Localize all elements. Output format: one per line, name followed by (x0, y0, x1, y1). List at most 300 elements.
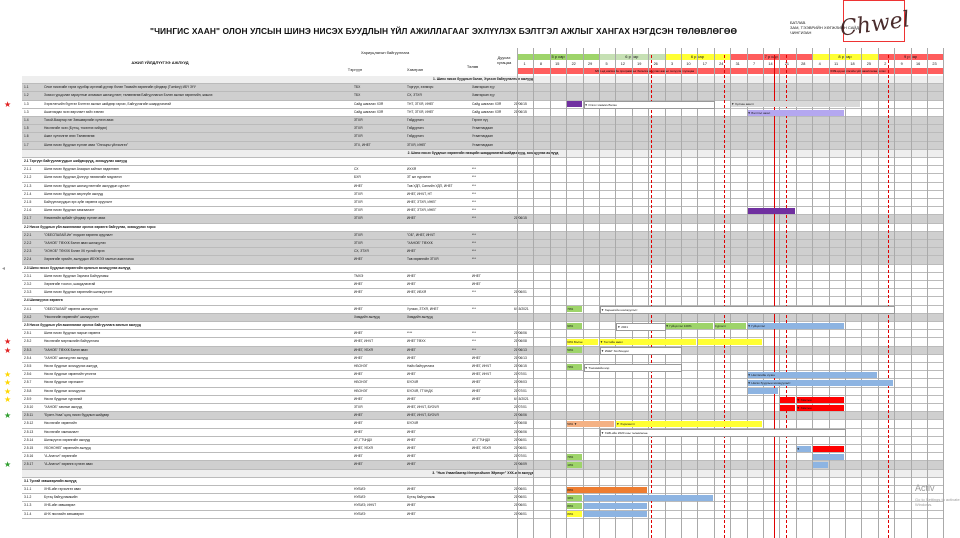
cell-part: Гэйдуртагч (407, 126, 424, 131)
cell-no: 1.1 (24, 85, 29, 90)
priority-star-icon: ★ (4, 337, 12, 347)
section-title: 2.3 Шинэ нисэх буудлын хөрөнгийн орлогын зохицуулах ажлууд (24, 265, 131, 270)
cell-lead: ЗТХЯ (354, 200, 363, 204)
grid-line (927, 48, 928, 538)
cell-status: Хамтарсан хүү (472, 85, 495, 90)
cell-part: ИНЕГ, ИБХЯ (407, 290, 427, 295)
cell-lead: НУБИЭ (354, 495, 366, 500)
cell-part: ИНЕГ (407, 503, 416, 508)
cell-no: 2.5.3 (24, 347, 32, 352)
cell-date: 21/06/06 (514, 413, 527, 418)
task-row (22, 232, 944, 240)
task-row (22, 347, 944, 355)
cell-date: 21/06/01 (514, 290, 527, 295)
task-row (22, 199, 944, 207)
cell-no: 1.2 (24, 93, 29, 98)
cell-lead: Сайд шагалах ХЗЯ (354, 109, 384, 114)
cell-status: *** (472, 339, 476, 344)
cell-text: Хөрөнгийн тоолох, шаардлагатай (44, 282, 96, 286)
cell-no: 2.4.2 (24, 314, 32, 319)
cell-lead: НУБИЭ, ИНЧТ (354, 503, 377, 508)
grid-line (861, 48, 862, 538)
gantt-bar: 80% (567, 503, 581, 509)
week-label: 21 (784, 62, 789, 66)
gantt-bar: ▼ Гүйцэтгэл (748, 323, 844, 329)
watermark-title: Activ (915, 483, 935, 493)
cell-part: ИНЕГ (407, 487, 416, 491)
grid-line (714, 48, 715, 538)
cell-part: ЗТХЯ, ИНЕГ (407, 142, 427, 147)
task-row (22, 92, 944, 100)
priority-star-icon: ★ (4, 370, 12, 380)
cell-no: 2.1.2 (24, 175, 32, 180)
gantt-bar (567, 101, 581, 107)
grid-line (730, 48, 731, 538)
cell-lead: БХЯ (354, 175, 361, 180)
cell-no: 2.5.8 (24, 388, 32, 393)
cell-lead: ТБХ (354, 93, 361, 98)
gantt-bar: 70% (567, 364, 581, 370)
cell-lead: ИНЕГ (354, 257, 363, 262)
gantt-bar: 50% (567, 347, 581, 353)
cell-lead: ЗТХЯ (354, 126, 363, 131)
cell-part: Гэйдуртагч (407, 134, 424, 139)
cell-part: ИНЕГ ТӨХХ (407, 339, 426, 344)
milestone-line (651, 55, 652, 538)
cell-part: ИНЕГ (407, 511, 416, 516)
header-status: Төлөв (466, 64, 479, 69)
cell-part: Тав УДП, Сангийн УДП, ИНЕГ (407, 183, 453, 188)
cell-no: 2.2.2 (24, 241, 32, 245)
cell-no: 2.5.5 (24, 364, 32, 368)
cell-text: Шинэ нисэх буудлын шилжүүлэлтийн ажлуудын сургалт (44, 183, 130, 188)
cell-no: 1.7 (24, 142, 29, 147)
gantt-bar: 70% (567, 454, 581, 460)
cell-status: *** (472, 208, 476, 213)
cell-status: *** (472, 232, 476, 237)
cell-lead: НУБИЭ (354, 487, 366, 491)
gantt-bar (748, 388, 779, 394)
cell-part: БУОЧЯ (407, 421, 419, 426)
task-row (22, 133, 944, 141)
grid-line (894, 48, 895, 538)
week-label: 28 (801, 62, 806, 66)
cell-status: ИНЕГ, ИНЧТ (472, 364, 492, 368)
cell-status: ИНЕГ (472, 282, 481, 286)
month-label: 6 р сар (599, 54, 665, 60)
cell-status: ИНЕГ (472, 355, 481, 360)
cell-date: 6/15/2021 (514, 306, 529, 311)
cell-part: "ХАНОБ" ТӨХХК (407, 241, 433, 245)
cell-lead: ИНЕГ (354, 290, 363, 295)
week-label: 26 (653, 62, 658, 66)
cell-status: *** (472, 216, 476, 221)
gantt-bar: 30% (567, 495, 581, 501)
cell-no: 2.1.4 (24, 191, 32, 196)
cell-part: ИНЕГ (407, 249, 416, 254)
task-row (22, 314, 944, 322)
cell-part: ИНЕГ, ЗТХЯ, ИНЕГ (407, 208, 437, 213)
gantt-bar: ▼ Тестийн ажил (600, 339, 696, 345)
cell-lead: СХ (354, 167, 359, 172)
cell-status: ИНЕГ, УБХЯ (472, 446, 491, 450)
cell-text: "ХАНОБ" шилжүүлэх ажлууд (44, 355, 88, 360)
cell-no: 1.4 (24, 118, 29, 122)
cell-status: *** (472, 249, 476, 254)
cell-lead: НУБИЭ (354, 511, 366, 516)
scroll-marker[interactable]: ◂ (2, 266, 6, 272)
section-row (22, 224, 944, 232)
cell-text: Тохой-Ваартар нэг Зөвшөөрлийн хүлээн авах (44, 118, 114, 122)
cell-status: *** (472, 167, 476, 172)
cell-lead: АТ, ГТЧНДХ (354, 437, 373, 442)
task-row (22, 355, 944, 363)
cell-lead: ИНЕГ, УБХЯ (354, 347, 373, 352)
section-title: 1. Шинэ нисэх буудлын бэлэн, Хүлээн байгуулалтын ажлууд (433, 77, 533, 81)
priority-star-icon: ★ (4, 394, 12, 404)
cell-no: 2.5.2 (24, 339, 32, 344)
section-row (22, 158, 944, 166)
cell-text: Нэмэлтийн арбайт үйлдвэр хүлээн авах (44, 216, 106, 221)
cell-part: Тэргүүн, хэлмэрч (407, 85, 434, 90)
cell-no: 2.5.15 (24, 446, 34, 450)
month-label: 6 р сар (665, 54, 731, 60)
cell-text: Ашиглагдах эсэх өөрчлөлт хийх хэвлэх (44, 109, 104, 114)
section-row (22, 470, 944, 478)
priority-star-icon: ★ (4, 99, 12, 109)
cell-lead: ИНЕГ (354, 282, 363, 286)
task-row (22, 256, 944, 264)
task-row (22, 461, 944, 469)
header-responsible: Хариуцлагын байгууллага (360, 50, 410, 55)
week-label: 4 (818, 62, 821, 66)
approval-line-1: БАТЛАВ. (790, 20, 807, 25)
section-row (22, 297, 944, 305)
cell-status: *** (472, 191, 476, 196)
gantt-bar: Сургалт (715, 323, 746, 329)
gantt-bar: ▼ 2021 (616, 323, 665, 331)
cell-no: 2.1.7 (24, 216, 32, 221)
week-label: 8 (539, 62, 542, 66)
cell-text: Шинэ нисэх буудлын хамгаалалт (44, 208, 95, 213)
week-label: 18 (850, 62, 855, 66)
cell-part: ИНЕГ (407, 282, 416, 286)
cell-lead: ЗТХЯ (354, 241, 363, 245)
cell-part: БУОЧЯ, ГТЧНДХ (407, 388, 433, 393)
cell-text: Хэрэглэгчийн бүртгэл Бэлтгэл ажлын шийдвэр гаргах, Байгуулагийн шаардлагатай (44, 101, 171, 106)
cell-status: *** (472, 306, 476, 311)
gantt-bar (780, 405, 794, 411)
cell-no: 2.5.14 (24, 437, 34, 442)
grid-line (911, 48, 912, 538)
gantt-bar (780, 397, 794, 403)
week-label: 31 (735, 62, 740, 66)
week-label: 3 (671, 62, 674, 66)
cell-part: ИНЕГ (407, 462, 416, 467)
cell-no: 2.5.4 (24, 355, 32, 360)
cell-text: Шинэ нисэх буудлын газрын хөрөнгө (44, 331, 101, 336)
cell-text: Нисэх буудлын зохицуулах ажлууд (44, 364, 98, 368)
cell-date: 21/06/15 (514, 216, 527, 221)
cell-date: 21/06/13 (514, 347, 527, 352)
task-row (22, 273, 944, 281)
week-label: 29 (587, 62, 593, 66)
cell-no: 1.5 (24, 126, 29, 131)
cell-no: 2.1.1 (24, 167, 32, 172)
cell-no: 3.1.2 (24, 495, 32, 500)
task-row (22, 281, 944, 289)
cell-lead: ИНЕГ (354, 396, 363, 401)
week-label: 15 (555, 62, 560, 66)
gantt-bar: ▼ Хамтын (797, 397, 844, 403)
grid-line (681, 48, 682, 538)
task-row (22, 183, 944, 191)
cell-text: Нисэх буудлын хүрээний (44, 396, 83, 401)
milestone-line (888, 55, 889, 538)
gantt-bar: ▼ Хүлээн авалт (731, 101, 860, 107)
cell-no: 2.2.3 (24, 249, 32, 254)
header-lead: Тэргүүн (347, 67, 363, 72)
cell-status: *** (472, 200, 476, 204)
cell-status: *** (472, 241, 476, 245)
section-title: 3. "Нью Улаанбаатар Интернэйшнл Эйрпорт" ХХК-ийн ажлууд (432, 470, 534, 475)
cell-lead: НБОНЭГ (354, 380, 368, 385)
cell-no: 2.5.12 (24, 421, 34, 426)
signature: Chwel (838, 7, 912, 42)
grid-line (829, 48, 830, 538)
gantt-bar: 80% (567, 487, 647, 493)
cell-lead: ИНЕГ (354, 421, 363, 426)
priority-star-icon: ★ (4, 345, 12, 355)
grid-line (763, 48, 764, 538)
cell-no: 2.5.11 (24, 413, 33, 418)
cell-date: 21/06/13 (514, 355, 527, 360)
cell-date: 21/06/15 (514, 109, 527, 114)
cell-part: ИНЕГ, ЗТХЯ, ИНЕГ (407, 200, 437, 204)
cell-date: 21/06/08 (514, 339, 527, 344)
cell-no: 2.1.3 (24, 183, 32, 188)
cell-no: 1.3 (24, 101, 29, 106)
cell-text: "ХАНОБ" ТӨХХК Бэлэн авах (44, 347, 88, 352)
week-label: 7 (753, 62, 756, 66)
cell-part: Тав хөрөнгийн ЗТХЯ (407, 257, 439, 262)
week-label: 12 (620, 62, 625, 66)
cell-part: ИНЕГ, ИНЧТ, НТ (407, 191, 432, 196)
task-row (22, 248, 944, 256)
task-row (22, 388, 944, 396)
cell-no: 2.4.1 (24, 306, 32, 311)
section-title: 2.4 Шилжүүлэх хөрөнгө (24, 298, 63, 303)
cell-part: ИНЕГ (407, 437, 416, 442)
cell-status: АТ, ГТЧНДХ (472, 437, 491, 442)
cell-status: *** (472, 347, 476, 352)
cell-text: "Буянт-Ухаа" цогц нисэх буудлын шийдвэр (44, 413, 110, 418)
cell-date: 6/15/2021 (514, 396, 529, 401)
cell-date: 21/06/09 (514, 462, 527, 467)
month-label: 9 р сар (878, 54, 944, 60)
priority-star-icon: ★ (4, 378, 12, 388)
cell-no: 1.6 (24, 134, 29, 139)
cell-no: 3.1.4 (24, 511, 32, 516)
grid-line (665, 48, 666, 538)
cell-status: Сайд шагалах ХЗЯ (472, 109, 502, 114)
header-activity: АЖИЛ ҮЙЛДЛҮҮГЭЭ АЖЛУУД (131, 60, 189, 65)
cell-lead: ЗТХЯ (354, 118, 363, 122)
week-label: 5 (605, 62, 608, 66)
cell-part: ИНЕГ (407, 216, 416, 221)
cell-lead: ИНЕГ (354, 331, 363, 336)
cell-text: "А-Анатол" хөрөнгө хүлээн авах (44, 462, 93, 467)
cell-text: "ХАНОБ" хамтын ажлууд (44, 405, 83, 409)
cell-date: 21/06/01 (514, 487, 527, 491)
cell-part: СХ, ЗТХЯ (407, 93, 422, 98)
cell-no: 2.5.16 (24, 454, 34, 459)
task-row (22, 166, 944, 174)
cell-text: Олон нисэхийн гэрээ хуулбар иргэний дүгээр бэлэн Төсвийн хөрөнгийн үйлдвэр (Turnkey) ИБҮ ЗҮУ (44, 85, 196, 90)
week-label: 9 (900, 62, 903, 66)
cell-lead: ИНЕГ, УБХЯ (354, 446, 373, 450)
task-row (22, 240, 944, 248)
gantt-bar (584, 511, 648, 517)
cell-lead: ИНЕГ (354, 413, 363, 418)
gantt-bar (584, 503, 648, 509)
gantt-bar: ▼ Нислэгийн хүчин (748, 372, 877, 378)
cell-date: 21/06/15 (514, 101, 527, 106)
cell-part: ИНЕГ (407, 347, 416, 352)
grid-line (533, 48, 534, 538)
cell-date: 21/06/06 (514, 331, 527, 336)
gantt-bar: 70% (567, 306, 581, 312)
cell-status: ИНЕГ (472, 396, 481, 401)
task-row (22, 215, 944, 223)
task-row (22, 330, 944, 338)
cell-text: Шинэ нисэх буудлын хөрөнгийн шилжүүлэлт (44, 290, 113, 295)
cell-text: "ХОНОБ" ТӨХХК Бэлэн ХК тусгай гэрээ (44, 249, 105, 254)
cell-date: 21/07/01 (514, 454, 527, 459)
cell-status: ИНЕГ (472, 388, 481, 393)
task-row (22, 174, 944, 182)
cell-lead: ЗТХЯ (354, 405, 363, 409)
gantt-bar (813, 454, 844, 460)
cell-text: Байгууллагуудын эрх зүйн хөрөнгө оруулалт (44, 200, 113, 204)
cell-text: Шилжүүлэх хөрөнгийн ажлууд (44, 437, 91, 442)
cell-status: Утаатнагдаан (472, 142, 493, 147)
task-row (22, 191, 944, 199)
cell-part: ИНЕГ (407, 454, 416, 459)
cell-part: Гэйдуртагч (407, 118, 424, 122)
cell-lead: ИНЕГ (354, 429, 363, 434)
gantt-bar: 80% (567, 511, 581, 517)
cell-date: 21/06/01 (514, 437, 527, 442)
cell-lead: ИНЕГ (354, 183, 363, 188)
cell-no: 2.5.10 (24, 405, 34, 409)
cell-text: АНХ нисэхийн зөвшөөрөл (44, 511, 84, 516)
cell-no: 2.3.2 (24, 282, 32, 286)
week-label: 16 (915, 62, 921, 66)
cell-part: Уулзах, ЗТХЯ, ИНЕГ (407, 306, 439, 311)
gantt-bar: ▼ Хэрэгжилт (616, 421, 762, 427)
cell-date: 21/09/03 (514, 380, 527, 385)
cell-status: ИНЕГ (472, 380, 481, 385)
cell-lead: ТБХ (354, 85, 361, 90)
cell-part: "ОБ", ИНЕГ, ИНЧТ (407, 232, 436, 237)
cell-text: УБОНОНЕГ хөрөнгийн ажлууд (44, 446, 91, 450)
grid-line (845, 48, 846, 538)
approval-line-2: ЗАМ, ТЭЭВРИЙН ХӨГЖЛИЙН САЙД (790, 25, 859, 30)
cell-part: ИНЕГ (407, 273, 416, 278)
cell-no: 3.1.3 (24, 503, 32, 508)
month-label: 8 р сар (812, 54, 878, 60)
week-label: 1 (523, 62, 526, 66)
cell-no: 2.3.1 (24, 273, 32, 278)
cell-status: Утаатнагдаан (472, 126, 493, 131)
cell-date: 21/06/15 (514, 364, 527, 368)
cell-lead: Сайд шагалах ХЗЯ (354, 101, 384, 106)
cell-text: "А-Анатол" хөрөнгийн (44, 454, 78, 459)
week-label: 14 (768, 62, 773, 66)
cell-part: ИХХЯ (407, 167, 417, 172)
cell-status: ИНЕГ (472, 273, 481, 278)
cell-no: 2.1.5 (24, 200, 32, 204)
cell-lead: ИНЕГ (354, 355, 363, 360)
page-title: "ЧИНГИС ХААН" ОЛОН УЛСЫН ШИНЭ НИСЭХ БУУДЛЫН ҮЙЛ АЖИЛЛАГААГ ЭХЛҮҮЛЭХ БЭЛТГЭЛ АЖЛЫГ ХАНГАХ НЭГДСЭН ТӨЛӨВЛӨГӨӨ (150, 26, 738, 36)
cell-no: 2.5.6 (24, 372, 32, 377)
cell-part: **** (407, 331, 413, 336)
gantt-bar: ▼ (797, 446, 811, 452)
cell-lead: ЗТХЯ (354, 191, 363, 196)
approval-block (790, 20, 859, 35)
cell-lead: НБОНЭГ (354, 388, 368, 393)
cell-part: ИНЕГ (407, 446, 416, 450)
cell-status: Гэрээт хүү (472, 118, 488, 122)
section-title: 2.1 Тэргүүн байгууллагуудын шийдвэрүүд, зохицуулах ажлууд (24, 159, 127, 163)
task-row (22, 486, 944, 494)
cell-no: 1.3 (24, 109, 29, 114)
gantt-bar (748, 208, 795, 214)
gantt-bar: ▼ Бэлтгэл ажил (748, 110, 844, 116)
cell-text: Нислэгийн мэргэжлийн байгууллага (44, 339, 99, 344)
task-row (22, 420, 944, 428)
cell-date: 21/06/01 (514, 503, 527, 508)
cell-text: Бүтэц байгууламжийн (44, 495, 78, 500)
cell-no: 3.1.1 (24, 487, 32, 491)
grid-line (796, 48, 797, 538)
cell-part: ТНТ, ЗТХЯ, ИНЕГ (407, 101, 434, 106)
cell-text: Нисэх буудлын зохицуулах (44, 388, 86, 393)
week-label: 2 (884, 62, 887, 66)
cell-date: 21/06/06 (514, 429, 527, 434)
cell-part: Бүтэц байгууламж (407, 495, 435, 500)
gantt-bar: ▼ Хөрөнгийн шилжүүлэлт (600, 306, 895, 314)
grid-line (550, 48, 551, 538)
cell-part: ИНЕГ, ИНЧТ, БУОЧЯ (407, 413, 439, 418)
milestone-line (724, 55, 725, 538)
milestone-line (774, 55, 775, 538)
month-label: 5 р сар (517, 54, 599, 60)
grid-line (599, 48, 600, 538)
gantt-bar: ▼ Хамтын (797, 405, 844, 411)
cell-lead: ТМХЭ (354, 273, 364, 278)
watermark-text: Go to Settings to activate Windows. (915, 497, 960, 507)
cell-no: 2.5.13 (24, 429, 34, 434)
week-label: 25 (866, 62, 871, 66)
cell-text: Шинэ нисэх буудлын хүлээн авах "Онгоцны үйлчилгээ" (44, 142, 129, 147)
cell-status: *** (472, 257, 476, 262)
week-label: 19 (637, 62, 642, 66)
grid-line (632, 48, 633, 538)
cell-part: ТНТ, ЗТХЯ, ИНЕГ (407, 109, 434, 114)
week-label: 10 (686, 62, 691, 66)
